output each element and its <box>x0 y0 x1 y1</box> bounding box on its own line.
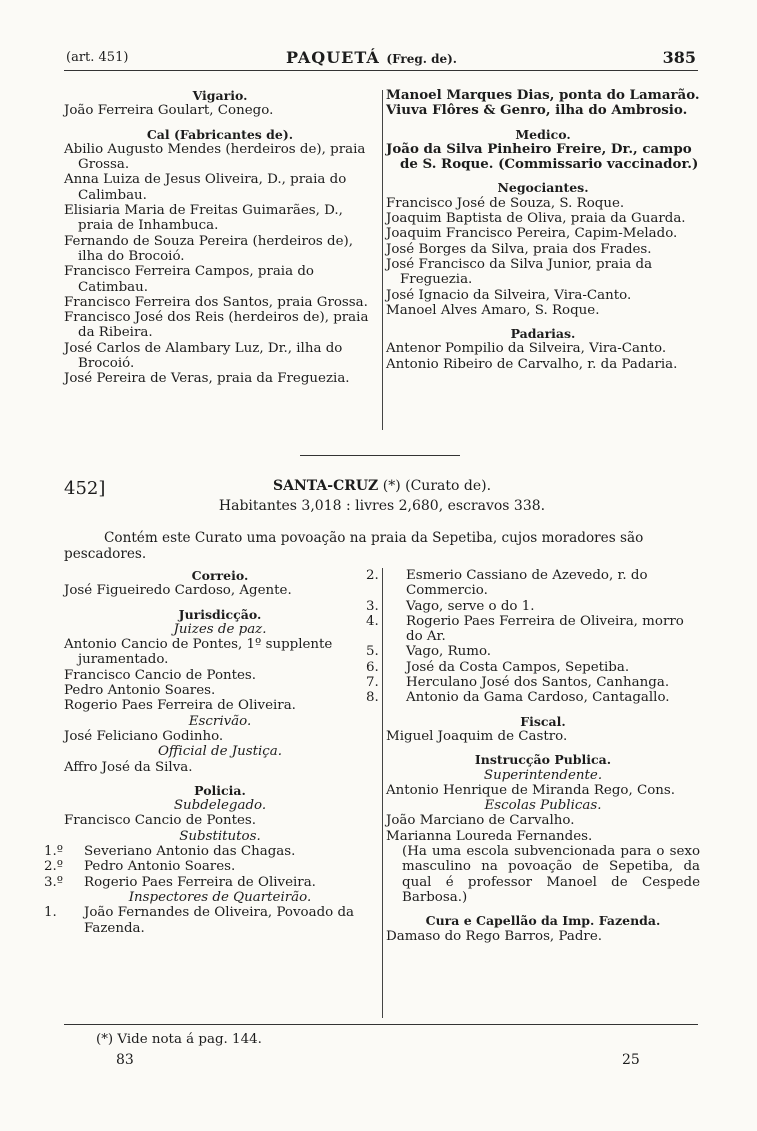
inspector-entry: 7. Herculano José dos Santos, Canhanga. <box>366 675 670 691</box>
entry: Viuva Flôres & Genro, ilha do Ambrosio. <box>386 102 688 119</box>
inspector-entry: 2. Esmerio Cassiano de Azevedo, r. do Commercio. <box>366 568 648 599</box>
neg-entry: José Francisco da Silva Junior, praia da Freguezia. <box>386 256 653 288</box>
juiz-entry: Pedro Antonio Soares. <box>64 683 216 699</box>
section-intro: Contém este Curato uma povoação na praia da Sepetiba, cujos moradores são pescadores. <box>64 530 644 562</box>
page-number: 385 <box>662 48 696 67</box>
title-main: PAQUETÁ <box>286 48 380 67</box>
cal-entry: Fernando de Souza Pereira (herdeiros de), ilha do Brocoió. <box>64 233 354 264</box>
neg-entry: Francisco José de Souza, S. Roque. <box>386 195 625 211</box>
running-header <box>66 48 696 70</box>
correio-entry: José Figueiredo Cardoso, Agente. <box>64 583 292 599</box>
inspector-entry: 4. Rogerio Paes Ferreira de Oliveira, morro do Ar. <box>366 613 684 645</box>
correio-heading: Correio. <box>191 568 249 583</box>
neg-entry: José Borges da Silva, praia dos Frades. <box>386 241 652 257</box>
instruccao-heading: Instrucção Publica. <box>474 752 612 768</box>
s452-left-column <box>44 568 376 936</box>
escolas-heading: Escolas Publicas. <box>484 798 602 814</box>
neg-entry: Manoel Alves Amaro, S. Roque. <box>386 302 600 318</box>
juizes-heading: Juizes de paz. <box>173 621 267 637</box>
section-separator <box>300 455 460 456</box>
signature-number-right: 25 <box>622 1052 640 1068</box>
neg-entry: José Ignacio da Silveira, Vira-Canto. <box>386 287 632 303</box>
title-mark: (*) <box>382 478 401 494</box>
escrivao-entry: José Feliciano Godinho. <box>64 728 224 744</box>
juiz-entry: Francisco Cancio de Pontes. <box>64 667 257 683</box>
title-name: SANTA-CRUZ <box>272 478 379 494</box>
footnote: (*) Vide nota á pag. 144. <box>96 1032 262 1047</box>
footer-rule <box>64 1024 698 1025</box>
inspector-entry: 6. José da Costa Campos, Sepetiba. <box>366 659 630 675</box>
superintendente-heading: Superintendente. <box>483 767 603 783</box>
inspector-entry: 5. Vago, Rumo. <box>366 644 492 660</box>
column-divider <box>382 90 383 430</box>
superintendente-entry: Antonio Henrique de Miranda Rego, Cons. <box>386 782 676 798</box>
section-title <box>64 478 700 494</box>
subdelegado-entry: Francisco Cancio de Pontes. <box>64 813 257 829</box>
inspectores-heading: Inspectores de Quarteirão. <box>128 889 312 905</box>
s451-left-column <box>64 88 376 387</box>
cura-entry: Damaso do Rego Barros, Padre. <box>386 928 602 944</box>
cura-heading: Cura e Capellão da Imp. Fazenda. <box>425 913 661 929</box>
padarias-heading: Padarias. <box>510 326 576 342</box>
s452-right-column <box>366 568 700 944</box>
jurisdiccao-heading: Jurisdicção. <box>178 606 262 622</box>
s451-right-column <box>386 88 700 372</box>
cal-entry: Francisco José dos Reis (herdeiros de), praia da Ribeira. <box>64 310 369 341</box>
cal-entry: José Carlos de Alambary Luz, Dr., ilha do Brocoió. <box>64 340 343 372</box>
section-number: 452] <box>64 478 106 499</box>
juiz-entry: Rogerio Paes Ferreira de Oliveira. <box>64 698 296 714</box>
escolas-note: (Ha uma escola subvencionada para o sexo masculino na povoação de Sepetiba, da qual é professor Manoel de Cespede Barbosa.) <box>402 844 700 905</box>
page-title <box>286 48 457 67</box>
section-stats: Habitantes 3,018 : livres 2,680, escravos 338. <box>218 498 546 514</box>
juiz-entry: Antonio Cancio de Pontes, 1º supplente juramentado. <box>64 637 333 668</box>
fiscal-entry: Miguel Joaquim de Castro. <box>386 728 568 744</box>
medico-entry: João da Silva Pinheiro Freire, Dr., campo de S. Roque. (Commissario vaccinador.) <box>386 140 699 173</box>
subdelegado-heading: Subdelegado. <box>173 798 267 814</box>
cal-heading: Cal (Fabricantes de). <box>146 126 294 142</box>
substituto-entry: 1.º Severiano Antonio das Chagas. <box>44 844 296 860</box>
cal-entry: Abilio Augusto Mendes (herdeiros de), praia Grossa. <box>64 141 366 173</box>
header-rule <box>64 70 698 71</box>
cal-entry: Anna Luiza de Jesus Oliveira, D., praia do Calimbau. <box>64 172 347 203</box>
inspector-entry: 3. Vago, serve o do 1. <box>366 598 535 614</box>
column-divider <box>382 568 383 1018</box>
entry: Manoel Marques Dias, ponta do Lamarão. <box>386 87 700 103</box>
inspector-entry: 1. João Fernandes de Oliveira, Povoado da Fazenda. <box>44 905 355 936</box>
cal-entry: Elisiaria Maria de Freitas Guimarães, D., praia de Inhambuca. <box>64 203 343 234</box>
escrivao-heading: Escrivão. <box>188 713 252 729</box>
pad-entry: Antonio Ribeiro de Carvalho, r. da Padaria. <box>386 356 678 372</box>
medico-heading: Medico. <box>515 126 571 142</box>
inspector-entry: 8. Antonio da Gama Cardoso, Cantagallo. <box>366 690 670 706</box>
oficial-entry: Affro José da Silva. <box>64 759 193 775</box>
escola-entry: João Marciano de Carvalho. <box>386 813 575 829</box>
title-rest: (Curato de). <box>405 478 492 494</box>
substituto-entry: 3.º Rogerio Paes Ferreira de Oliveira. <box>44 874 316 890</box>
policia-heading: Policia. <box>194 782 246 798</box>
pad-entry: Antenor Pompilio da Silveira, Vira-Canto. <box>386 341 667 357</box>
cal-entry: Francisco Ferreira dos Santos, praia Grossa. <box>64 294 368 310</box>
cal-entry: José Pereira de Veras, praia da Freguezia. <box>64 371 350 387</box>
neg-entry: Joaquim Baptista de Oliva, praia da Guarda. <box>386 211 686 227</box>
fiscal-heading: Fiscal. <box>520 713 566 729</box>
substitutos-heading: Substitutos. <box>179 828 261 844</box>
escola-entry: Marianna Loureda Fernandes. <box>386 828 593 844</box>
article-ref: (art. 451) <box>66 50 129 65</box>
signature-number-left: 83 <box>116 1052 134 1068</box>
vigario-heading: Vigario. <box>192 88 248 103</box>
oficial-heading: Official de Justiça. <box>157 744 283 760</box>
vigario-entry: João Ferreira Goulart, Conego. <box>64 103 274 119</box>
negociantes-heading: Negociantes. <box>497 180 589 196</box>
neg-entry: Joaquim Francisco Pereira, Capim-Melado. <box>386 226 678 242</box>
substituto-entry: 2.º Pedro Antonio Soares. <box>44 859 236 875</box>
cal-entry: Francisco Ferreira Campos, praia do Catimbau. <box>64 264 314 295</box>
title-note: (Freg. de). <box>386 52 457 66</box>
